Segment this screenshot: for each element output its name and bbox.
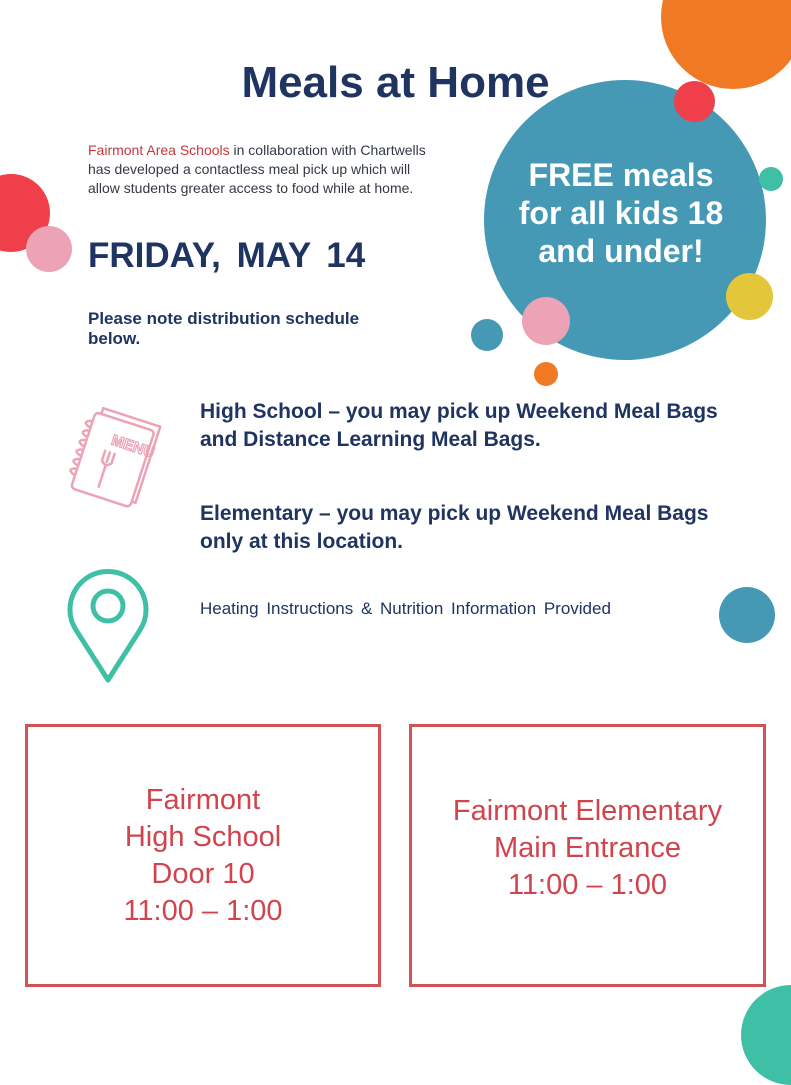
- decor-circle-pink-left: [26, 226, 72, 272]
- location-line: Door 10: [151, 857, 255, 890]
- decor-circle-mint-small: [759, 167, 783, 191]
- decor-circle-yellow: [726, 273, 773, 320]
- elementary-info: Elementary – you may pick up Weekend Meal Bags only at this location.: [200, 502, 709, 553]
- decor-circle-pink-mid: [522, 297, 570, 345]
- location-line: Fairmont Elementary: [452, 795, 723, 827]
- free-meals-line: for all kids 18: [518, 195, 724, 231]
- location-line: Fairmont: [145, 783, 261, 816]
- menu-icon: [58, 402, 170, 516]
- decor-circle-orange-small: [534, 362, 558, 386]
- schedule-note: Please note distribution schedule below.: [88, 309, 360, 348]
- location-pin-icon: [64, 566, 152, 686]
- location-box-high-school: [25, 724, 381, 987]
- intro-highlight: Fairmont Area Schools: [88, 142, 230, 158]
- location-line: 11:00 – 1:00: [507, 869, 668, 901]
- location-line: High School: [124, 820, 282, 853]
- free-meals-line: and under!: [538, 233, 704, 269]
- decor-circle-mint-bottom: [741, 985, 791, 1085]
- intro-text: in collaboration with Chartwells has developed a contactless meal pick up which will allow students greater access to food while at home.: [88, 142, 426, 196]
- location-line: Main Entrance: [494, 832, 681, 864]
- menu-icon-label: MENU: [109, 431, 157, 462]
- decor-circle-blue-right: [719, 587, 775, 643]
- heating-info: Heating Instructions & Nutrition Information Provided: [200, 599, 611, 618]
- location-line: 11:00 – 1:00: [123, 894, 283, 927]
- decor-circle-blue-small: [471, 319, 503, 351]
- free-meals-text: [484, 156, 758, 270]
- decor-circle-red-small: [674, 81, 715, 122]
- intro-paragraph: [88, 141, 438, 198]
- page-title: Meals at Home: [241, 58, 550, 107]
- event-date: FRIDAY, MAY 14: [88, 236, 366, 275]
- high-school-info: High School – you may pick up Weekend Meal Bags and Distance Learning Meal Bags.: [200, 400, 718, 451]
- location-box-elementary: [409, 724, 766, 987]
- free-meals-line: FREE meals: [528, 157, 714, 193]
